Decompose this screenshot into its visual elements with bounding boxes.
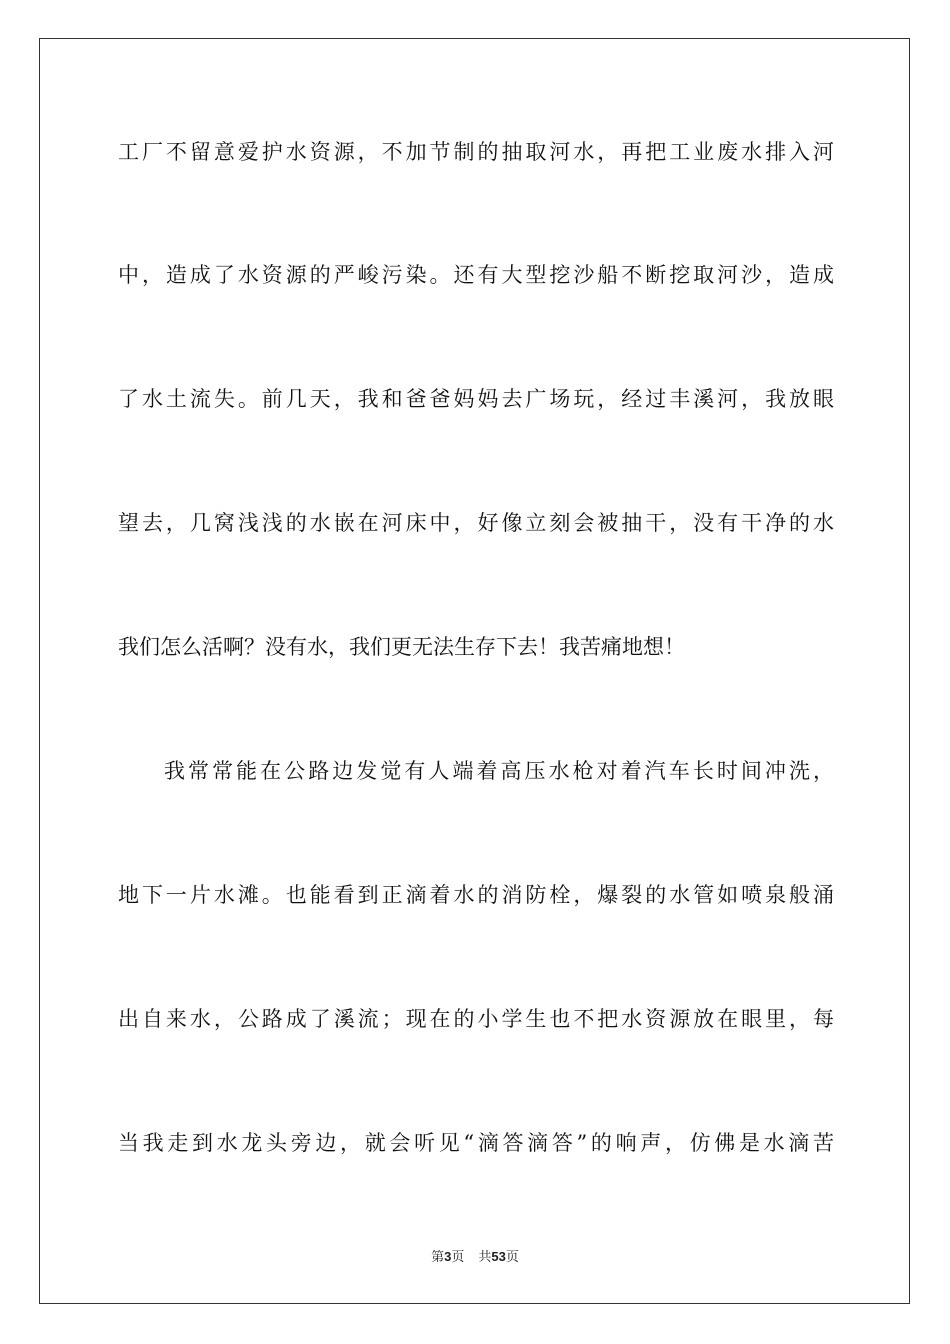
paragraph-line: 了水土流失。前几天，我和爸爸妈妈去广场玩，经过丰溪河，我放眼 [118,387,834,411]
total-prefix: 共 [478,1250,492,1265]
paragraph-line: 望去，几窝浅浅的水嵌在河床中，好像立刻会被抽干，没有干净的水 [118,511,834,535]
paragraph-line: 我常常能在公路边发觉有人端着高压水枪对着汽车长时间冲洗， [164,759,834,783]
paragraph-line: 中，造成了水资源的严峻污染。还有大型挖沙船不断挖取河沙，造成 [118,263,834,287]
total-suffix: 页 [505,1250,519,1265]
paragraph-line: 当我走到水龙头旁边，就会听见“滴答滴答”的响声，仿佛是水滴苦 [118,1131,834,1155]
page-number: 3 [444,1249,452,1264]
paragraph-line: 我们怎么活啊？没有水，我们更无法生存下去！我苦痛地想！ [118,635,685,659]
total-pages: 53 [491,1249,506,1264]
page-border [39,38,910,1304]
paragraph-line: 工厂不留意爱护水资源，不加节制的抽取河水，再把工业废水排入河 [118,140,834,164]
page-suffix: 页 [451,1250,465,1265]
page-footer [0,1248,950,1267]
paragraph-line: 地下一片水滩。也能看到正滴着水的消防栓，爆裂的水管如喷泉般涌 [118,883,834,907]
page-prefix: 第 [431,1250,445,1265]
paragraph-line: 出自来水，公路成了溪流；现在的小学生也不把水资源放在眼里，每 [118,1007,834,1031]
